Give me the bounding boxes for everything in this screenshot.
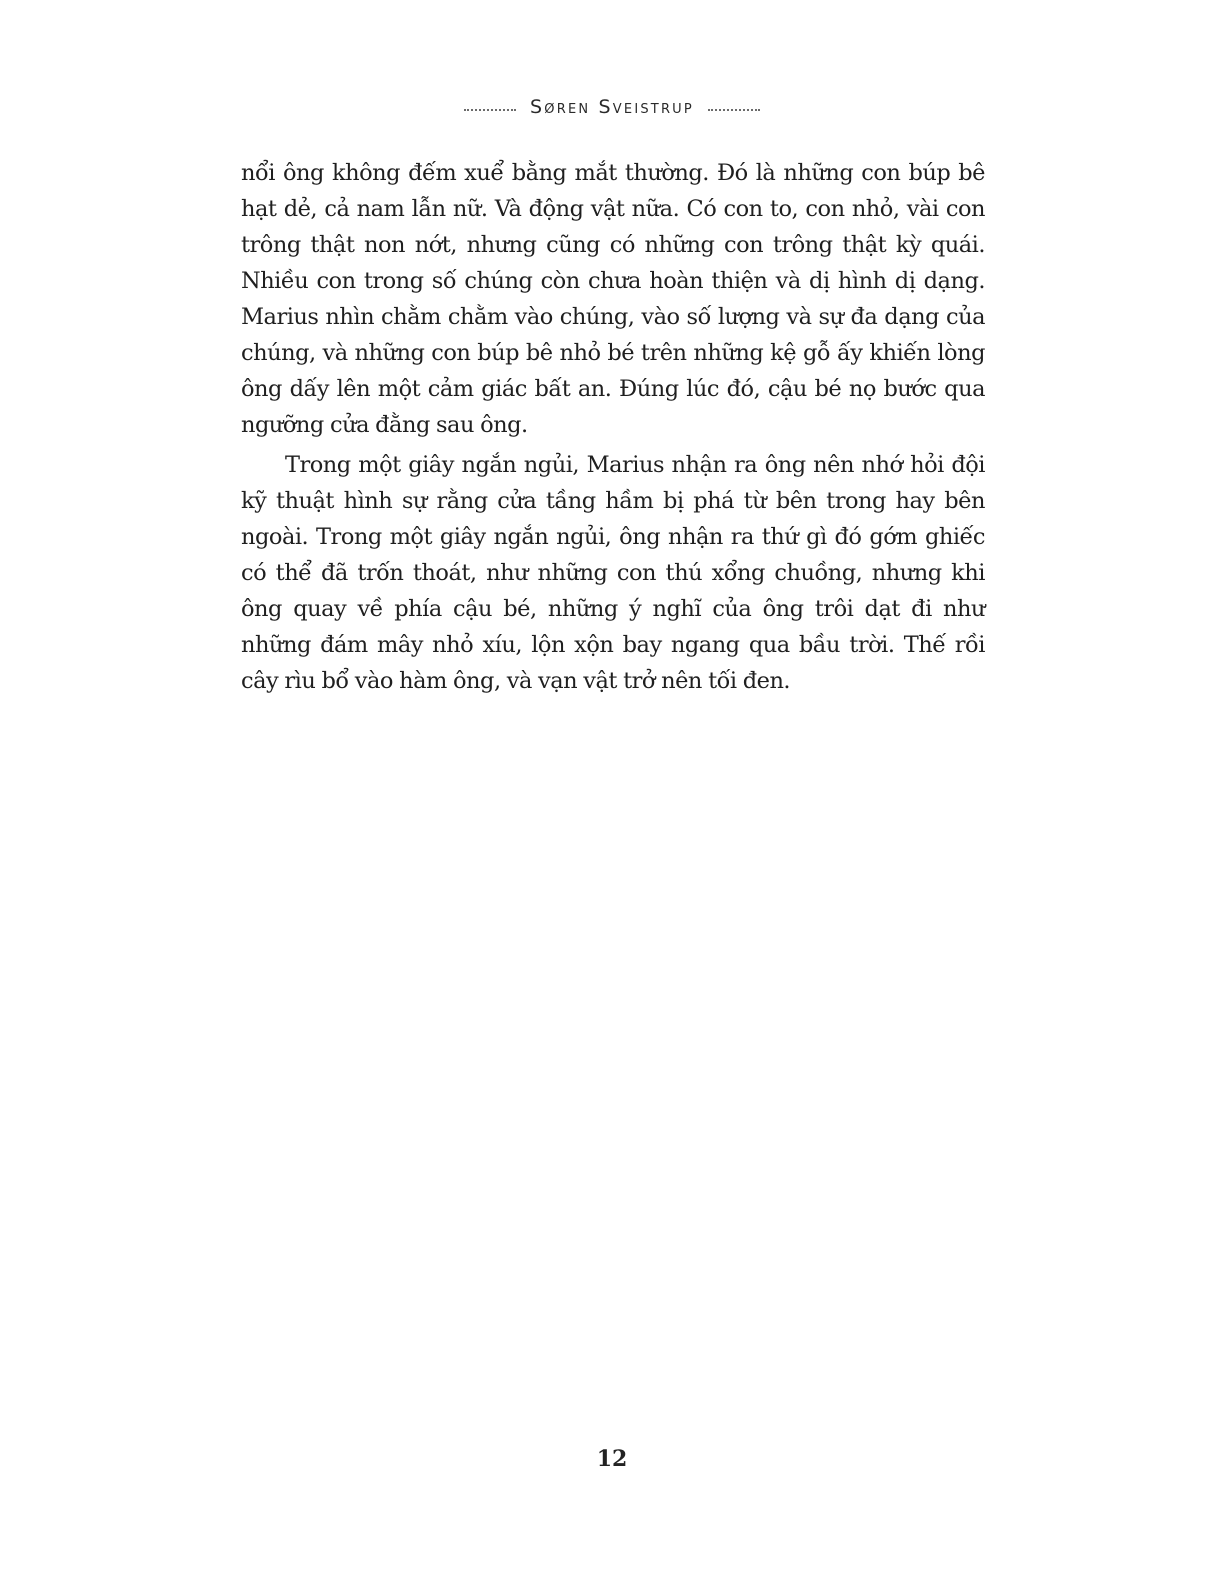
body-text: [241, 155, 985, 703]
header-author: Søren Sveistrup: [530, 96, 694, 118]
page-number: 12: [596, 1446, 628, 1472]
header-rule-left: [464, 109, 516, 111]
running-header: [0, 96, 1224, 118]
paragraph-1: nổi ông không đếm xuể bằng mắt thường. Đó là những con búp bê hạt dẻ, cả nam lẫn nữ. Và động vật nữa. Có con to, con nhỏ, vài con trông thật non nớt, nhưng cũng có những con trông thật kỳ quái. Nhiều con trong số chúng còn chưa hoàn thiện và dị hình dị dạng. Marius nhìn chằm chằm vào chúng, vào số lượng và sự đa dạng của chúng, và những con búp bê nhỏ bé trên những kệ gỗ ấy khiến lòng ông dấy lên một cảm giác bất an. Đúng lúc đó, cậu bé nọ bước qua ngưỡng cửa đằng sau ông.: [241, 160, 985, 438]
paragraph-2: Trong một giây ngắn ngủi, Marius nhận ra ông nên nhớ hỏi đội kỹ thuật hình sự rằng cửa tầng hầm bị phá từ bên trong hay bên ngoài. Trong một giây ngắn ngủi, ông nhận ra thứ gì đó gớm ghiếc có thể đã trốn thoát, như những con thú xổng chuồng, nhưng khi ông quay về phía cậu bé, những ý nghĩ của ông trôi dạt đi như những đám mây nhỏ xíu, lộn xộn bay ngang qua bầu trời. Thế rồi cây rìu bổ vào hàm ông, và vạn vật trở nên tối đen.: [241, 452, 985, 694]
header-rule-right: [708, 109, 760, 111]
